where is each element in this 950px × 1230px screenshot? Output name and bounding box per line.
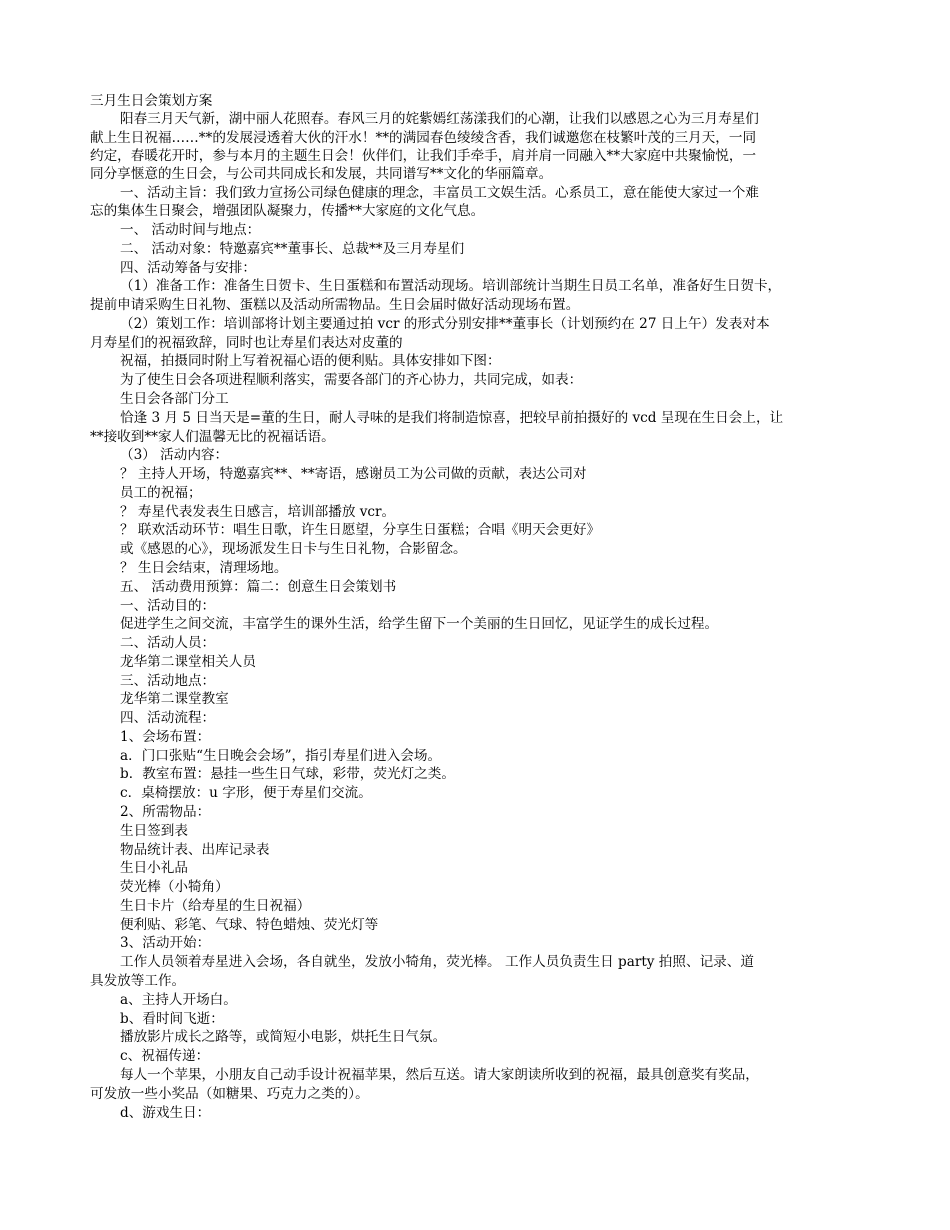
text-line: 2、所需物品：: [120, 804, 211, 820]
text-line: 可发放一些小奖品（如糖果、巧克力之类的）。: [90, 1086, 369, 1102]
text-line: 恰逢 3 月 5 日当天是=董的生日，耐人寻味的是我们将制造惊喜，把较早前拍摄好的 vcd 呈现在生日会上，让: [120, 410, 784, 426]
text-line: 每人一个苹果，小朋友自己动手设计祝福苹果，然后互送。请大家朗读所收到的祝福，最具创意奖有奖品，: [120, 1067, 759, 1083]
text-line: 提前申请采购生日礼物、蛋糕以及活动所需物品。生日会届时做好活动现场布置。: [90, 297, 580, 313]
text-line: 1、会场布置：: [120, 729, 211, 745]
text-line: 播放影片成长之路等，或简短小电影，烘托生日气氛。: [120, 1029, 447, 1045]
text-line: 同分享惬意的生日会，与公司共同成长和发展，共同谱写**文化的华丽篇章。: [90, 166, 553, 182]
text-line: a．门口张贴“生日晚会会场”，指引寿星们进入会场。: [120, 748, 442, 764]
text-line: 生日会各部门分工: [120, 391, 229, 407]
text-line: （3） 活动内容：: [120, 447, 229, 463]
text-line: 生日小礼品: [120, 860, 188, 876]
text-line: 三、活动地点：: [120, 673, 216, 689]
text-line: ？ 主持人开场，特邀嘉宾**、**寄语，感谢员工为公司做的贡献，表达公司对: [120, 466, 587, 482]
text-line: 促进学生之间交流，丰富学生的课外生活，给学生留下一个美丽的生日回忆，见证学生的成长过程。: [120, 616, 719, 632]
text-line: 约定，春暖花开时，参与本月的主题生日会！伙伴们，让我们手牵手，肩并肩一同融入**大家庭中共聚愉悦，一: [90, 148, 757, 164]
text-line: 员工的祝福；: [120, 485, 202, 501]
text-line: 或《感恩的心》，现场派发生日卡与生日礼物，合影留念。: [120, 541, 467, 557]
text-line: 五、 活动费用预算：篇二：创意生日会策划书: [120, 579, 397, 595]
text-line: 具发放等工作。: [90, 973, 186, 989]
text-line: 忘的集体生日聚会，增强团队凝聚力，传播**大家庭的文化气息。: [90, 203, 485, 219]
text-line: c．桌椅摆放：u 字形，便于寿星们交流。: [120, 785, 372, 801]
text-line: 二、活动人员：: [120, 635, 216, 651]
text-line: d、游戏生日：: [120, 1105, 211, 1121]
text-line: 祝福，拍摄同时附上写着祝福心语的便利贴。具体安排如下图：: [120, 353, 501, 369]
text-line: 二、 活动对象：特邀嘉宾**董事长、总裁**及三月寿星们: [120, 241, 465, 257]
text-line: 物品统计表、出库记录表: [120, 842, 270, 858]
text-line: 月寿星们的祝福致辞，同时也让寿星们表达对皮董的: [90, 335, 403, 351]
text-line: 一、 活动时间与地点：: [120, 222, 261, 238]
text-line: ？ 生日会结束，清理场地。: [120, 560, 288, 576]
text-line: c、祝福传递：: [120, 1048, 210, 1064]
text-line: 一、活动主旨：我们致力宣扬公司绿色健康的理念，丰富员工文娱生活。心系员工，意在能使大家过一个难: [120, 185, 759, 201]
text-line: ？ 寿星代表发表生日感言，培训部播放 vcr。: [120, 504, 396, 520]
text-line: （1）准备工作：准备生日贺卡、生日蛋糕和布置活动现场。培训部统计当期生日员工名单，准备好生日贺卡，: [120, 278, 782, 294]
document-title: 三月生日会策划方案: [90, 93, 213, 109]
text-line: 四、活动流程：: [120, 710, 216, 726]
text-line: 四、活动筹备与安排：: [120, 260, 256, 276]
text-line: ？ 联欢活动环节：唱生日歌，许生日愿望，分享生日蛋糕；合唱《明天会更好》: [120, 522, 601, 538]
text-line: （2）策划工作：培训部将计划主要通过拍 vcr 的形式分别安排**董事长（计划预约在 27 日上午）发表对本: [120, 316, 770, 332]
text-line: 工作人员领着寿星进入会场，各自就坐，发放小犄角，荧光棒。 工作人员负责生日 party 拍照、记录、道: [120, 954, 754, 970]
text-line: 3、活动开始：: [120, 935, 211, 951]
text-line: 生日卡片（给寿星的生日祝福）: [120, 898, 311, 914]
text-line: 荧光棒（小犄角）: [120, 879, 229, 895]
text-line: 龙华第二课堂相关人员: [120, 654, 256, 670]
text-line: 生日签到表: [120, 823, 188, 839]
text-line: 龙华第二课堂教室: [120, 691, 229, 707]
text-line: b、看时间飞逝：: [120, 1011, 224, 1027]
text-line: 为了使生日会各项进程顺利落实，需要各部门的齐心协力，共同完成，如表：: [120, 372, 583, 388]
text-line: 便利贴、彩笔、气球、特色蜡烛、荧光灯等: [120, 917, 379, 933]
text-line: 阳春三月天气新，湖中丽人花照春。春风三月的姹紫嫣红荡漾我们的心潮，让我们以感恩之心为三月寿星们: [120, 111, 759, 127]
text-line: a、主持人开场白。: [120, 992, 237, 1008]
text-line: b．教室布置：悬挂一些生日气球，彩带，荧光灯之类。: [120, 766, 455, 782]
text-line: 一、活动目的：: [120, 598, 216, 614]
text-line: **接收到**家人们温馨无比的祝福话语。: [90, 429, 335, 445]
text-line: 献上生日祝福……**的发展浸透着大伙的汗水！**的满园春色绫绫含香，我们诚邀您在枝繁叶茂的三月天，一同: [90, 130, 757, 146]
